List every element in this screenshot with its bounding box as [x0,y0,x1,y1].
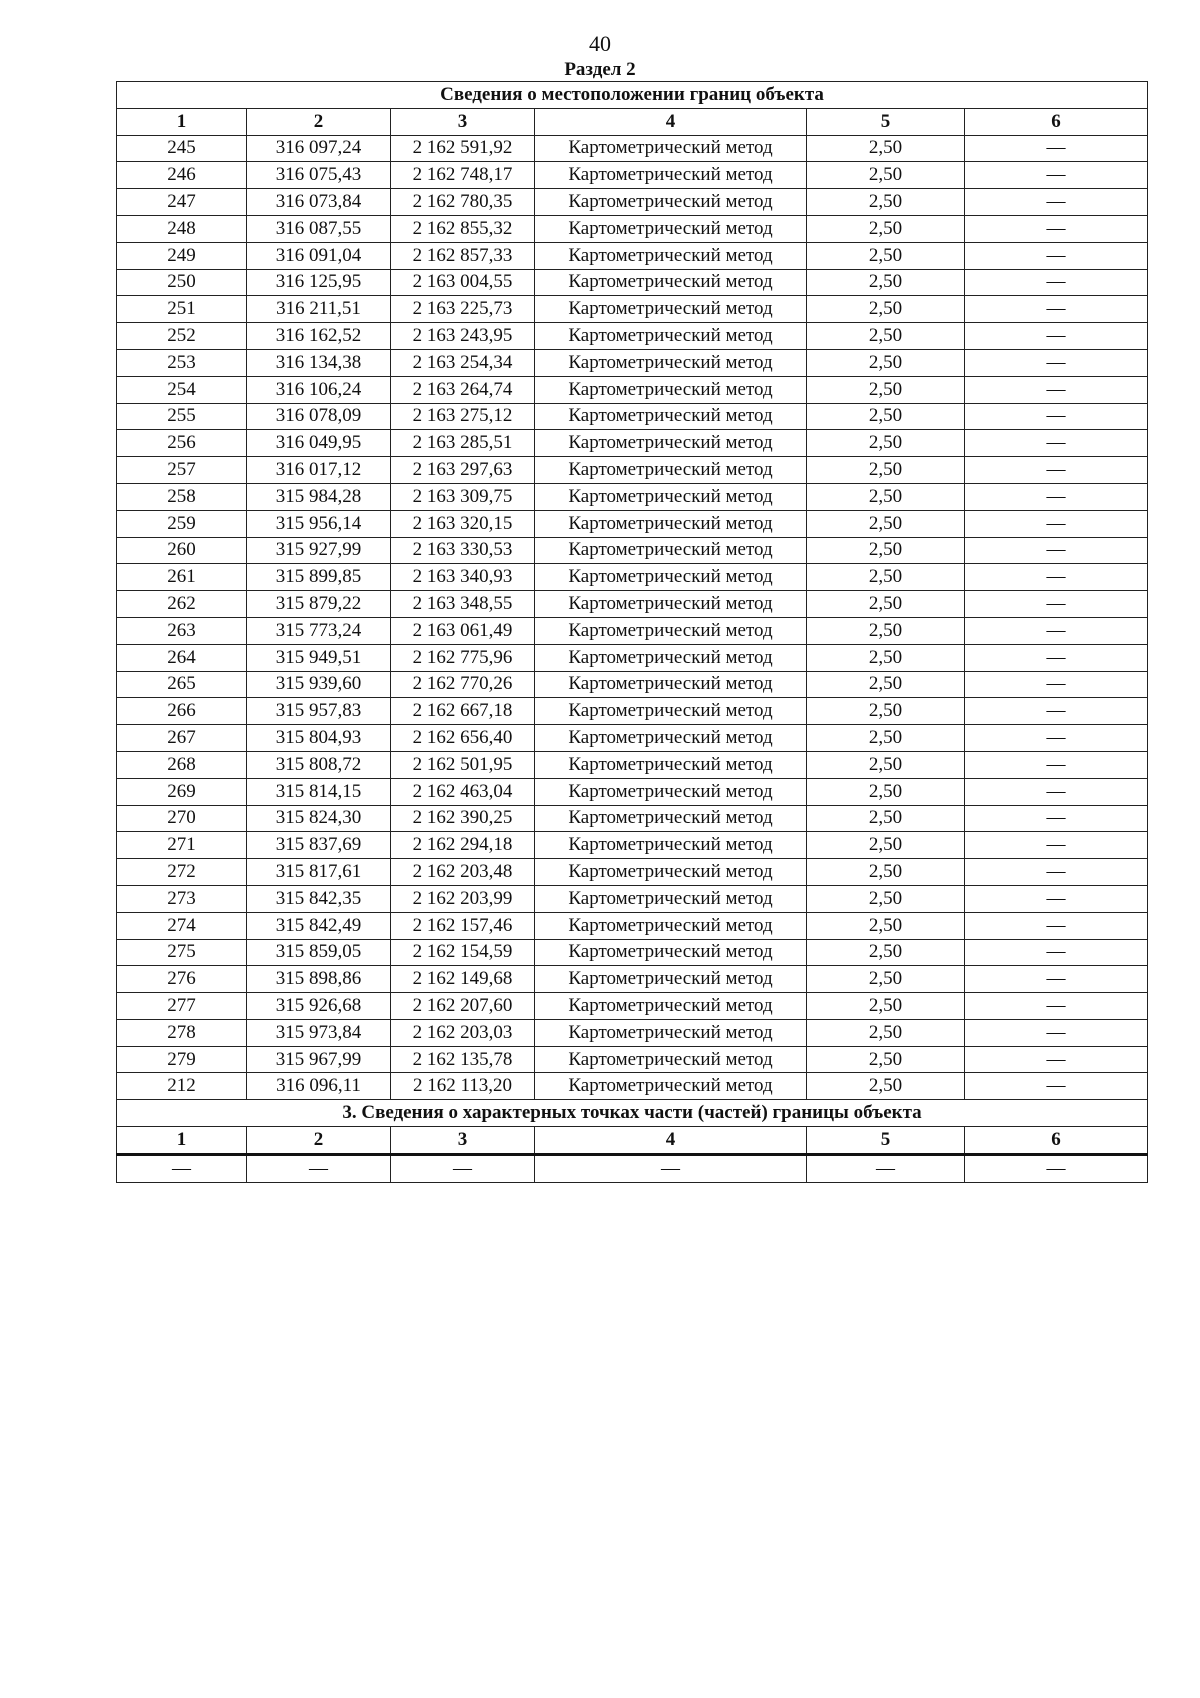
cell-precision: 2,50 [807,269,965,296]
cell-description: — [965,591,1148,618]
cell-point-number: 255 [117,403,247,430]
table-row [117,403,1148,430]
cell-method: Картометрический метод [535,885,807,912]
cell-coordinate-x: 315 926,68 [247,993,391,1020]
column-number: 4 [535,108,807,135]
cell-point-number: 251 [117,296,247,323]
cell-description: — [965,885,1148,912]
cell-precision: 2,50 [807,885,965,912]
cell-coordinate-x: 315 817,61 [247,859,391,886]
cell-precision: 2,50 [807,671,965,698]
cell-precision: 2,50 [807,591,965,618]
cell-precision: 2,50 [807,376,965,403]
table-row [117,269,1148,296]
cell-coordinate-x: 316 049,95 [247,430,391,457]
cell-coordinate-x: 316 075,43 [247,162,391,189]
cell-description: — [965,617,1148,644]
cell-coordinate-x: 316 097,24 [247,135,391,162]
cell-coordinate-y: 2 162 207,60 [391,993,535,1020]
cell-coordinate-y: 2 162 770,26 [391,671,535,698]
cell-coordinate-y: 2 162 667,18 [391,698,535,725]
cell-coordinate-x: 315 898,86 [247,966,391,993]
cell-method: Картометрический метод [535,751,807,778]
cell-method: Картометрический метод [535,912,807,939]
table-row [117,510,1148,537]
cell-precision: 2,50 [807,778,965,805]
column-number: 4 [535,1127,807,1155]
column-number-row [117,108,1148,135]
cell-precision: 2,50 [807,296,965,323]
cell-coordinate-y: 2 162 113,20 [391,1073,535,1100]
cell-coordinate-y: 2 163 254,34 [391,349,535,376]
table-row [117,242,1148,269]
cell-coordinate-y: 2 162 203,03 [391,1019,535,1046]
cell-method: Картометрический метод [535,135,807,162]
cell-precision: — [807,1154,965,1182]
table-row [117,296,1148,323]
table-row [117,430,1148,457]
cell-description: — [965,1019,1148,1046]
cell-point-number: 254 [117,376,247,403]
table-row [117,189,1148,216]
cell-description: — [965,430,1148,457]
cell-coordinate-x: 315 804,93 [247,725,391,752]
cell-point-number: 279 [117,1046,247,1073]
cell-precision: 2,50 [807,323,965,350]
cell-description: — [965,805,1148,832]
cell-point-number: 266 [117,698,247,725]
column-number: 3 [391,108,535,135]
cell-method: Картометрический метод [535,1046,807,1073]
cell-coordinate-y: 2 163 330,53 [391,537,535,564]
cell-precision: 2,50 [807,912,965,939]
cell-precision: 2,50 [807,832,965,859]
cell-precision: 2,50 [807,349,965,376]
cell-coordinate-x: 316 087,55 [247,215,391,242]
cell-precision: 2,50 [807,483,965,510]
column-number: 1 [117,1127,247,1155]
table-row [117,457,1148,484]
table-row [117,323,1148,350]
table-row [117,1046,1148,1073]
cell-method: Картометрический метод [535,859,807,886]
cell-coordinate-x: 316 096,11 [247,1073,391,1100]
cell-method: Картометрический метод [535,725,807,752]
cell-point-number: 262 [117,591,247,618]
page-number: 40 [589,31,611,56]
cell-coordinate-y: 2 162 855,32 [391,215,535,242]
cell-method: Картометрический метод [535,537,807,564]
cell-method: Картометрический метод [535,591,807,618]
boundary-table-body [117,82,1148,1183]
cell-method: Картометрический метод [535,1073,807,1100]
cell-coordinate-x: 315 927,99 [247,537,391,564]
cell-description: — [965,1154,1148,1182]
cell-point-number: 275 [117,939,247,966]
cell-point-number: 274 [117,912,247,939]
table-row [117,939,1148,966]
cell-coordinate-y: 2 163 225,73 [391,296,535,323]
table-caption: Сведения о местоположении границ объекта [117,82,1148,109]
cell-point-number: 258 [117,483,247,510]
column-number: 5 [807,108,965,135]
cell-point-number: 259 [117,510,247,537]
cell-coordinate-x: 316 134,38 [247,349,391,376]
cell-coordinate-y: 2 162 748,17 [391,162,535,189]
cell-coordinate-y: 2 162 463,04 [391,778,535,805]
cell-description: — [965,376,1148,403]
cell-precision: 2,50 [807,859,965,886]
cell-coordinate-y: 2 162 501,95 [391,751,535,778]
cell-precision: 2,50 [807,510,965,537]
cell-coordinate-x: 315 957,83 [247,698,391,725]
cell-coordinate-x: 315 899,85 [247,564,391,591]
cell-point-number: 253 [117,349,247,376]
cell-method: Картометрический метод [535,376,807,403]
cell-point-number: 256 [117,430,247,457]
column-number: 6 [965,108,1148,135]
cell-precision: 2,50 [807,725,965,752]
cell-description: — [965,698,1148,725]
cell-method: Картометрический метод [535,564,807,591]
cell-point-number: 271 [117,832,247,859]
cell-precision: 2,50 [807,403,965,430]
cell-precision: 2,50 [807,617,965,644]
cell-point-number: 265 [117,671,247,698]
cell-point-number: 277 [117,993,247,1020]
cell-method: Картометрический метод [535,403,807,430]
part-caption-row [117,1100,1148,1127]
cell-point-number: 264 [117,644,247,671]
cell-point-number: 249 [117,242,247,269]
table-row [117,349,1148,376]
cell-coordinate-x: 315 879,22 [247,591,391,618]
cell-coordinate-y: 2 162 203,48 [391,859,535,886]
cell-point-number: 273 [117,885,247,912]
cell-precision: 2,50 [807,430,965,457]
cell-description: — [965,912,1148,939]
cell-description: — [965,162,1148,189]
cell-description: — [965,778,1148,805]
table-caption-row [117,82,1148,109]
cell-method: Картометрический метод [535,483,807,510]
cell-description: — [965,1073,1148,1100]
cell-coordinate-x: 316 073,84 [247,189,391,216]
table-row [117,591,1148,618]
cell-point-number: 260 [117,537,247,564]
cell-method: Картометрический метод [535,215,807,242]
cell-method: Картометрический метод [535,966,807,993]
cell-method: Картометрический метод [535,698,807,725]
table-row [117,751,1148,778]
cell-point-number: 268 [117,751,247,778]
cell-point-number: 261 [117,564,247,591]
cell-coordinate-x: 316 162,52 [247,323,391,350]
cell-coordinate-y: 2 162 135,78 [391,1046,535,1073]
cell-precision: 2,50 [807,135,965,162]
table-row [117,993,1148,1020]
cell-coordinate-x: 316 125,95 [247,269,391,296]
cell-coordinate-x: 315 956,14 [247,510,391,537]
table-row [117,1019,1148,1046]
cell-coordinate-y: 2 163 264,74 [391,376,535,403]
cell-method: Картометрический метод [535,296,807,323]
cell-description: — [965,242,1148,269]
cell-description: — [965,269,1148,296]
cell-precision: 2,50 [807,564,965,591]
cell-precision: 2,50 [807,939,965,966]
cell-precision: 2,50 [807,1073,965,1100]
table-row [117,725,1148,752]
cell-coordinate-y: 2 162 591,92 [391,135,535,162]
cell-coordinate-y: 2 162 656,40 [391,725,535,752]
cell-method: Картометрический метод [535,805,807,832]
cell-point-number: 276 [117,966,247,993]
cell-coordinate-y: 2 162 203,99 [391,885,535,912]
cell-method: Картометрический метод [535,242,807,269]
cell-method: Картометрический метод [535,189,807,216]
table-row [117,832,1148,859]
cell-coordinate-x: 316 091,04 [247,242,391,269]
cell-coordinate-x: 315 842,35 [247,885,391,912]
cell-coordinate-x: 316 078,09 [247,403,391,430]
cell-description: — [965,457,1148,484]
cell-precision: 2,50 [807,644,965,671]
cell-point-number: 252 [117,323,247,350]
cell-method: Картометрический метод [535,644,807,671]
cell-description: — [965,751,1148,778]
cell-precision: 2,50 [807,751,965,778]
cell-precision: 2,50 [807,162,965,189]
cell-coordinate-y: 2 163 309,75 [391,483,535,510]
cell-point-number: — [117,1154,247,1182]
table-row [117,805,1148,832]
cell-description: — [965,537,1148,564]
cell-coordinate-y: 2 162 857,33 [391,242,535,269]
table-row [117,885,1148,912]
cell-method: Картометрический метод [535,617,807,644]
cell-coordinate-x: 315 967,99 [247,1046,391,1073]
cell-description: — [965,993,1148,1020]
cell-precision: 2,50 [807,457,965,484]
cell-precision: 2,50 [807,1046,965,1073]
cell-point-number: 247 [117,189,247,216]
table-row [117,162,1148,189]
cell-coordinate-y: 2 162 294,18 [391,832,535,859]
cell-point-number: 269 [117,778,247,805]
column-number: 2 [247,1127,391,1155]
cell-coordinate-x: 315 939,60 [247,671,391,698]
cell-method: Картометрический метод [535,323,807,350]
cell-precision: 2,50 [807,993,965,1020]
cell-point-number: 212 [117,1073,247,1100]
cell-description: — [965,859,1148,886]
cell-method: Картометрический метод [535,269,807,296]
cell-description: — [965,671,1148,698]
cell-method: Картометрический метод [535,457,807,484]
cell-point-number: 263 [117,617,247,644]
cell-description: — [965,939,1148,966]
column-number: 6 [965,1127,1148,1155]
cell-coordinate-x: 315 814,15 [247,778,391,805]
table-row [117,912,1148,939]
cell-method: Картометрический метод [535,349,807,376]
cell-coordinate-x: 315 824,30 [247,805,391,832]
cell-coordinate-x: 315 842,49 [247,912,391,939]
cell-precision: 2,50 [807,805,965,832]
cell-method: Картометрический метод [535,510,807,537]
cell-coordinate-y: 2 162 780,35 [391,189,535,216]
cell-precision: 2,50 [807,215,965,242]
cell-coordinate-y: 2 162 775,96 [391,644,535,671]
cell-coordinate-y: 2 163 340,93 [391,564,535,591]
cell-description: — [965,966,1148,993]
cell-coordinate-x: 315 808,72 [247,751,391,778]
table-row [117,671,1148,698]
cell-description: — [965,564,1148,591]
cell-method: Картометрический метод [535,430,807,457]
cell-description: — [965,215,1148,242]
cell-point-number: 272 [117,859,247,886]
cell-method: Картометрический метод [535,832,807,859]
cell-coordinate-y: 2 163 061,49 [391,617,535,644]
part-column-number-row [117,1127,1148,1155]
cell-coordinate-y: 2 162 390,25 [391,805,535,832]
cell-point-number: 246 [117,162,247,189]
cell-coordinate-x: 316 106,24 [247,376,391,403]
cell-precision: 2,50 [807,1019,965,1046]
cell-coordinate-x: 315 984,28 [247,483,391,510]
cell-coordinate-y: 2 163 285,51 [391,430,535,457]
cell-method: Картометрический метод [535,778,807,805]
table-row [117,966,1148,993]
cell-coordinate-x: 315 773,24 [247,617,391,644]
cell-point-number: 248 [117,215,247,242]
cell-method: Картометрический метод [535,162,807,189]
cell-description: — [965,135,1148,162]
table-row [117,644,1148,671]
cell-coordinate-y: 2 163 004,55 [391,269,535,296]
cell-method: Картометрический метод [535,1019,807,1046]
table-row [117,135,1148,162]
cell-description: — [965,483,1148,510]
boundary-table [116,81,1148,1183]
table-row [117,376,1148,403]
cell-coordinate-x: 316 211,51 [247,296,391,323]
cell-coordinate-y: 2 162 154,59 [391,939,535,966]
cell-coordinate-y: 2 162 149,68 [391,966,535,993]
cell-point-number: 245 [117,135,247,162]
column-number: 1 [117,108,247,135]
cell-description: — [965,349,1148,376]
cell-coordinate-y: 2 163 297,63 [391,457,535,484]
cell-coordinate-y: 2 163 348,55 [391,591,535,618]
table-row [117,698,1148,725]
cell-description: — [965,323,1148,350]
table-row [117,1073,1148,1100]
cell-coordinate-y: — [391,1154,535,1182]
column-number: 5 [807,1127,965,1155]
cell-precision: 2,50 [807,966,965,993]
cell-precision: 2,50 [807,242,965,269]
cell-description: — [965,832,1148,859]
cell-coordinate-y: 2 162 157,46 [391,912,535,939]
cell-point-number: 250 [117,269,247,296]
cell-point-number: 267 [117,725,247,752]
cell-precision: 2,50 [807,537,965,564]
table-row [117,215,1148,242]
cell-point-number: 278 [117,1019,247,1046]
cell-coordinate-x: 315 837,69 [247,832,391,859]
table-row [117,483,1148,510]
cell-method: — [535,1154,807,1182]
cell-method: Картометрический метод [535,993,807,1020]
table-row [117,537,1148,564]
cell-description: — [965,403,1148,430]
cell-point-number: 257 [117,457,247,484]
cell-description: — [965,189,1148,216]
column-number: 2 [247,108,391,135]
table-row [117,859,1148,886]
cell-point-number: 270 [117,805,247,832]
cell-description: — [965,510,1148,537]
table-row [117,564,1148,591]
cell-coordinate-y: 2 163 243,95 [391,323,535,350]
part-caption: 3. Сведения о характерных точках части (частей) границы объекта [117,1100,1148,1127]
cell-coordinate-x: 315 859,05 [247,939,391,966]
part-table-row [117,1154,1148,1182]
cell-coordinate-y: 2 163 320,15 [391,510,535,537]
table-row [117,778,1148,805]
cell-coordinate-y: 2 163 275,12 [391,403,535,430]
cell-coordinate-x: 315 973,84 [247,1019,391,1046]
column-number: 3 [391,1127,535,1155]
section-title: Раздел 2 [564,59,636,80]
table-row [117,617,1148,644]
cell-coordinate-x: 315 949,51 [247,644,391,671]
cell-precision: 2,50 [807,698,965,725]
cell-coordinate-x: 316 017,12 [247,457,391,484]
cell-description: — [965,725,1148,752]
cell-description: — [965,1046,1148,1073]
cell-method: Картометрический метод [535,939,807,966]
cell-description: — [965,644,1148,671]
cell-method: Картометрический метод [535,671,807,698]
cell-description: — [965,296,1148,323]
cell-coordinate-x: — [247,1154,391,1182]
cell-precision: 2,50 [807,189,965,216]
